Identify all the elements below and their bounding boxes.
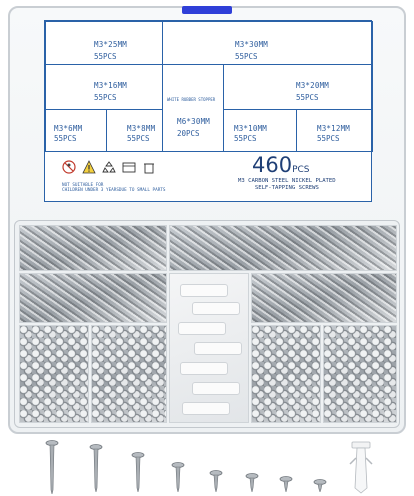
cell-m3x30 bbox=[162, 21, 373, 65]
cell-m3x16 bbox=[45, 64, 163, 110]
screw-20mm-icon bbox=[130, 452, 146, 492]
warning-line-2: CHILDREN UNDER 3 YEARSDUE TO SMALL PARTS bbox=[62, 188, 166, 193]
cell-m3x12 bbox=[296, 109, 373, 152]
pcs-label: 55PCS bbox=[94, 52, 117, 61]
wall-anchor-icon bbox=[346, 440, 376, 494]
pcs-label: 55PCS bbox=[94, 93, 117, 102]
compartment-m3x30 bbox=[169, 225, 397, 271]
pcs-label: 55PCS bbox=[127, 134, 150, 143]
child-warning bbox=[62, 183, 165, 193]
screw-6mm-icon bbox=[312, 479, 328, 492]
product-description bbox=[238, 178, 336, 192]
compartment-m3x10 bbox=[251, 325, 321, 423]
compartment-tray bbox=[14, 220, 400, 428]
size-label: M3*16MM bbox=[94, 81, 128, 90]
compartment-m3x12 bbox=[323, 325, 397, 423]
pcs-label: 55PCS bbox=[296, 93, 319, 102]
cell-m3x20 bbox=[223, 64, 373, 110]
description-line-1: M3 CARBON STEEL NICKEL PLATED bbox=[238, 178, 336, 184]
recycle-icon bbox=[102, 160, 116, 174]
cell-m3x10 bbox=[223, 109, 297, 152]
product-label-card bbox=[44, 20, 372, 202]
screw-12mm-icon bbox=[208, 470, 224, 492]
size-label: M3*12MM bbox=[317, 124, 351, 133]
pcs-label: 20PCS bbox=[177, 129, 200, 138]
compartment-m3x25 bbox=[19, 225, 167, 271]
lid-latch bbox=[182, 6, 232, 14]
description-line-2: SELF-TAPPING SCREWS bbox=[254, 185, 319, 191]
size-label: M3*10MM bbox=[234, 124, 268, 133]
cell-m3x6 bbox=[45, 109, 107, 152]
size-label: M6*30MM bbox=[177, 117, 211, 126]
size-label: M3*25MM bbox=[94, 40, 128, 49]
warning-line-1: NOT SUITABLE FOR bbox=[62, 183, 104, 188]
size-label: M3*20MM bbox=[296, 81, 330, 90]
compartment-anchors bbox=[169, 273, 249, 423]
cell-m3x8 bbox=[106, 109, 163, 152]
compartment-m3x8 bbox=[91, 325, 167, 423]
compartment-m3x16 bbox=[19, 273, 167, 323]
pcs-label: 55PCS bbox=[54, 134, 77, 143]
compartment-m3x20 bbox=[251, 273, 397, 323]
screw-10mm-icon bbox=[244, 473, 260, 492]
count-number: 460 bbox=[252, 153, 293, 177]
pcs-label: 55PCS bbox=[234, 134, 257, 143]
cell-m3x25 bbox=[45, 21, 163, 65]
stopper-note: WHITE RUBBER STOPPER bbox=[167, 97, 216, 102]
compartment-m3x6 bbox=[19, 325, 89, 423]
count-unit: PCS bbox=[292, 165, 310, 175]
safety-icons bbox=[62, 160, 156, 174]
screw-8mm-icon bbox=[278, 476, 294, 492]
piece-count bbox=[252, 153, 310, 177]
package-icon bbox=[122, 160, 136, 174]
pcs-label: 55PCS bbox=[235, 52, 258, 61]
size-label: M3*8MM bbox=[127, 124, 156, 133]
pcs-label: 55PCS bbox=[317, 134, 340, 143]
bin-icon bbox=[142, 160, 156, 174]
screw-size-lineup bbox=[40, 440, 380, 494]
screw-30mm-icon bbox=[44, 440, 60, 494]
screw-25mm-icon bbox=[88, 444, 104, 492]
size-label: M3*30MM bbox=[235, 40, 269, 49]
screw-16mm-icon bbox=[170, 462, 186, 492]
no-children-icon bbox=[62, 160, 76, 174]
warning-icon bbox=[82, 160, 96, 174]
size-label: M3*6MM bbox=[54, 124, 83, 133]
cell-m6x30 bbox=[162, 64, 224, 152]
